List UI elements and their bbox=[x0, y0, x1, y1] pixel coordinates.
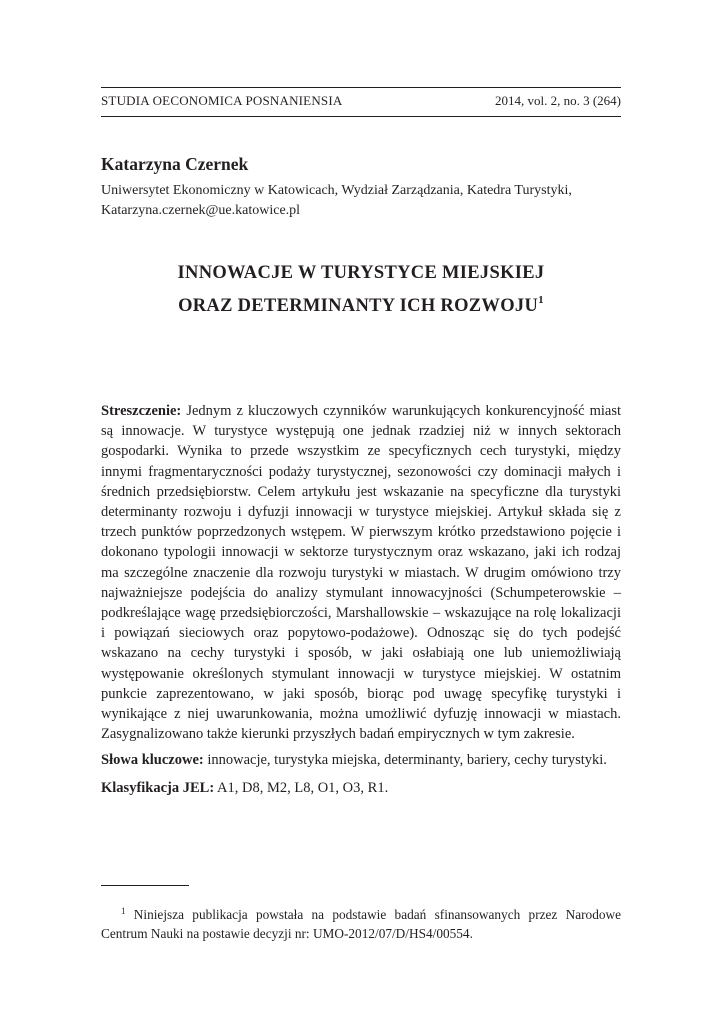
footnote-mark: 1 bbox=[121, 906, 126, 916]
article-title bbox=[101, 260, 621, 320]
jel-label: Klasyfikacja JEL: bbox=[101, 780, 215, 796]
jel-text: A1, D8, M2, L8, O1, O3, R1. bbox=[217, 780, 389, 796]
author-email[interactable]: Katarzyna.czernek@ue.katowice.pl bbox=[101, 203, 301, 218]
keywords bbox=[101, 750, 626, 770]
keywords-label: Słowa kluczowe: bbox=[101, 752, 204, 768]
title-line-2: ORAZ DETERMINANTY ICH ROZWOJU bbox=[178, 296, 539, 316]
jel-classification bbox=[101, 778, 621, 798]
header-bottom-rule bbox=[101, 116, 621, 117]
abstract-text: Jednym z kluczowych czynników warunkujących konkurencyjność miast są innowacje. W turystyce występują one jednak rzadziej niż w innych sektorach gospodarki. Wynika to przede wszystkim ze specyficznych cech turystyki, między innymi fragmentaryczności podaży turystycznej, sezonowości czy dominacji małych i średnich przedsiębiorstw. Celem artykułu jest wskazanie na specyficzne dla turystyki determinanty rozwoju i dyfuzji innowacji w turystyce miejskiej. Artykuł składa się z trzech punktów poprzedzonych wstępem. W pierwszym krótko przedstawiono pojęcie i dokonano typologii innowacji w sektorze turystycznym oraz wskazano, jaki ich rodzaj ma szczególne znaczenie dla rozwoju turystyki w miastach. W drugim omówiono trzy najważniejsze podejścia do analizy stymulant innowacyjności (Schumpeterowskie – podkreślające wagę przedsiębiorczości, Marshallowskie – wskazujące na rolę lokalizacji i powiązań sieciowych oraz popytowo-podażowe). Odnosząc się do tych podejść wskazano na cechy turystyki i sposób, w jaki osłabiają one lub uniemożliwiają występowanie określonych stymulant innowacji w turystyce miejskiej. W ostatnim punkcie zaprezentowano, w jaki sposób, biorąc pod uwagę specyfikę turystyki i wynikające z niej uwarunkowania, można umożliwić dyfuzję innowacji w miastach. Zasygnalizowano także kierunki przyszłych badań empirycznych w tym zakresie. bbox=[101, 403, 622, 743]
author-name: Katarzyna Czernek bbox=[101, 154, 249, 174]
title-line-1: INNOWACJE W TURYSTYCE MIEJSKIEJ bbox=[177, 263, 545, 283]
header-top-rule bbox=[101, 87, 621, 88]
footnote bbox=[101, 902, 621, 943]
author-affiliation-block bbox=[101, 181, 631, 221]
journal-name: STUDIA OECONOMICA POSNANIENSIA bbox=[101, 93, 343, 108]
title-line-2-wrap bbox=[101, 287, 621, 320]
keywords-text: innowacje, turystyka miejska, determinanty, bariery, cechy turystyki. bbox=[207, 752, 607, 768]
footnote-rule bbox=[101, 885, 189, 886]
footnote-text: Niniejsza publikacja powstała na podstawie badań sfinansowanych przez Narodowe Centrum Nauki na postawie decyzji nr: UMO-2012/07/D/HS4/00554. bbox=[101, 907, 621, 941]
author-affiliation: Uniwersytet Ekonomiczny w Katowicach, Wydział Zarządzania, Katedra Turystyki, bbox=[101, 183, 572, 198]
issue-info: 2014, vol. 2, no. 3 (264) bbox=[494, 93, 621, 108]
abstract-label: Streszczenie: bbox=[101, 403, 182, 419]
title-footnote-mark[interactable]: 1 bbox=[538, 294, 544, 306]
abstract bbox=[101, 401, 621, 744]
